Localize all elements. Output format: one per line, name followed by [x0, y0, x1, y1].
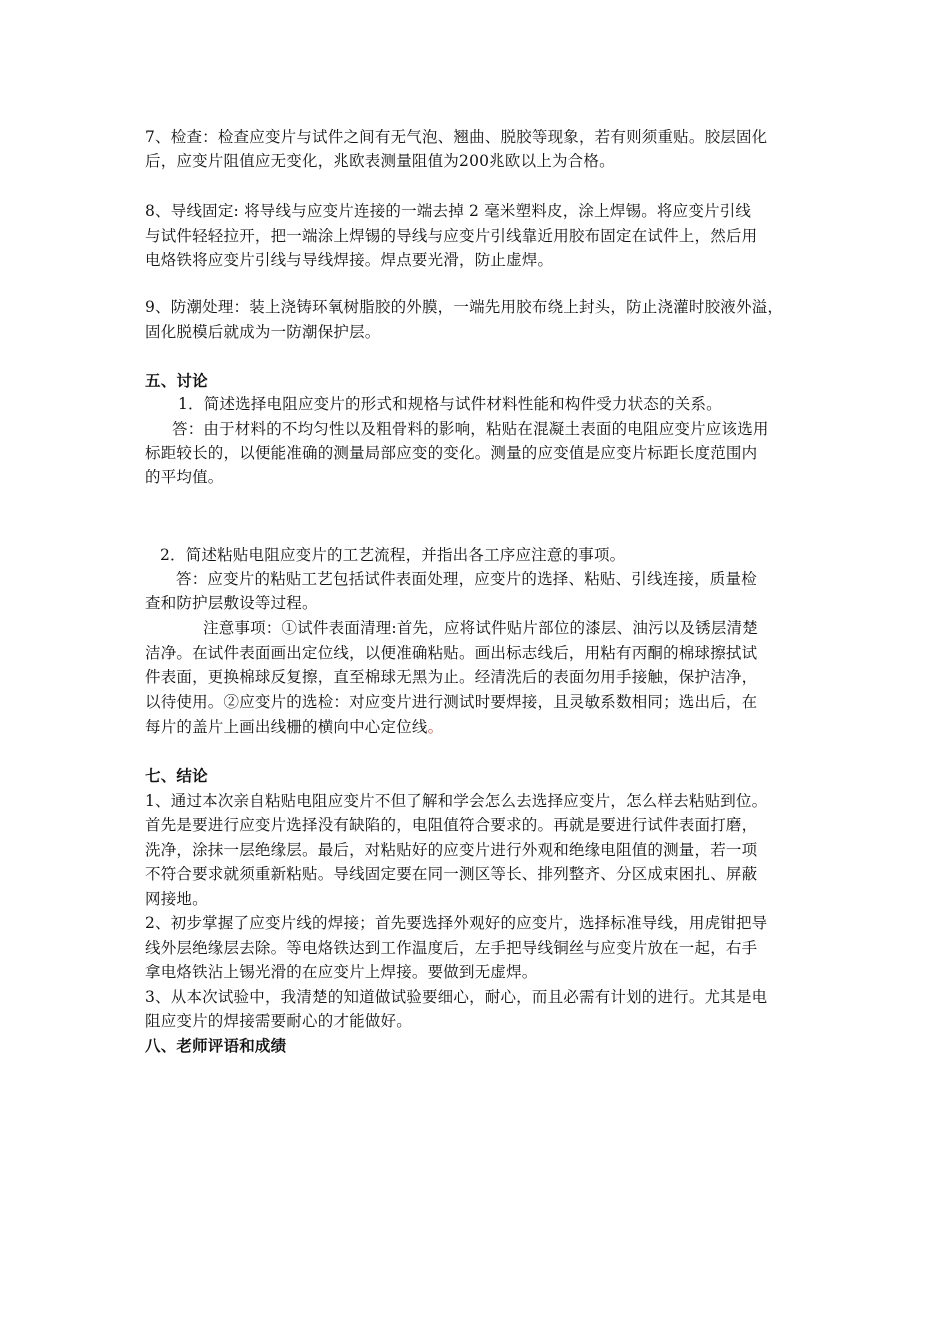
conclusion-1-line: 不符合要求就须重新粘贴。导线固定要在同一测区等长、排列整齐、分区成束困扎、屏蔽: [145, 865, 758, 883]
notes-line: [145, 717, 443, 737]
section-heading-discussion: 五、讨论: [145, 372, 208, 390]
step7-text-line: 7、检查：检查应变片与试件之间有无气泡、翘曲、脱胶等现象，若有则须重贴。胶层固化: [145, 128, 768, 146]
answer-2-line: 查和防护层敷设等过程。: [145, 594, 318, 612]
step8-text-line: 电烙铁将应变片引线与导线焊接。焊点要光滑，防止虚焊。: [145, 251, 554, 269]
conclusion-2-line: 拿电烙铁沾上锡光滑的在应变片上焊接。要做到无虚焊。: [145, 963, 538, 981]
answer-2-line: 答：应变片的粘贴工艺包括试件表面处理，应变片的选择、粘贴、引线连接，质量检: [176, 570, 757, 588]
answer-1-line: 的平均值。: [145, 468, 224, 486]
conclusion-1-line: 1、通过本次亲自粘贴电阻应变片不但了解和学会怎么去选择应变片，怎么样去粘贴到位。: [145, 792, 768, 810]
notes-line: 件表面，更换棉球反复擦，直至棉球无黑为止。经清洗后的表面勿用手接触，保护洁净，: [145, 668, 758, 686]
notes-line-text: 每片的盖片上画出线栅的横向中心定位线: [145, 718, 428, 736]
answer-1-line: 标距较长的，以便能准确的测量局部应变的变化。测量的应变值是应变片标距长度范围内: [145, 444, 758, 462]
section-heading-teacher-comments: 八、老师评语和成绩: [145, 1037, 287, 1055]
step7-text-line: 后，应变片阻值应无变化，兆欧表测量阻值为200兆欧以上为合格。: [145, 152, 615, 170]
conclusion-3-line: 3、从本次试验中，我清楚的知道做试验要细心，耐心，而且必需有计划的进行。尤其是电: [145, 988, 768, 1006]
conclusion-2-line: 2、初步掌握了应变片线的焊接；首先要选择外观好的应变片，选择标准导线，用虎钳把导: [145, 914, 768, 932]
answer-1-line: 答：由于材料的不均匀性以及粗骨料的影响，粘贴在混凝土表面的电阻应变片应该选用: [172, 420, 769, 438]
step8-text-line: 8、导线固定: 将导线与应变片连接的一端去掉 2 毫米塑料皮，涂上焊锡。将应变片引线: [145, 202, 752, 220]
notes-line: 以待使用。②应变片的选检：对应变片进行测试时要焊接，且灵敏系数相同；选出后，在: [145, 693, 758, 711]
conclusion-1-line: 网接地。: [145, 890, 208, 908]
notes-line-end-mark: 。: [427, 718, 444, 736]
notes-line: 洁净。在试件表面画出定位线，以便准确粘贴。画出标志线后，用粘有丙酮的棉球擦拭试: [145, 644, 758, 662]
section-heading-conclusion: 七、结论: [145, 767, 208, 785]
question-2: 2．简述粘贴电阻应变片的工艺流程，并指出各工序应注意的事项。: [160, 546, 626, 564]
conclusion-1-line: 首先是要进行应变片选择没有缺陷的，电阻值符合要求的。再就是要进行试件表面打磨，: [145, 816, 758, 834]
step9-text-line: 固化脱模后就成为一防潮保护层。: [145, 323, 381, 341]
question-1: 1．简述选择电阻应变片的形式和规格与试件材料性能和构件受力状态的关系。: [178, 395, 722, 413]
notes-line: 注意事项：①试件表面清理:首先，应将试件贴片部位的漆层、油污以及锈层清楚: [203, 619, 758, 637]
step9-text-line: 9、防潮处理：装上浇铸环氧树脂胶的外膜，一端先用胶布绕上封头，防止浇灌时胶液外溢，: [145, 298, 784, 316]
step8-text-line: 与试件轻轻拉开，把一端涂上焊锡的导线与应变片引线靠近用胶布固定在试件上，然后用: [145, 227, 758, 245]
conclusion-3-line: 阻应变片的焊接需要耐心的才能做好。: [145, 1012, 412, 1030]
conclusion-1-line: 洗净，涂抹一层绝缘层。最后，对粘贴好的应变片进行外观和绝缘电阻值的测量，若一项: [145, 841, 758, 859]
conclusion-2-line: 线外层绝缘层去除。等电烙铁达到工作温度后，左手把导线铜丝与应变片放在一起，右手: [145, 939, 758, 957]
